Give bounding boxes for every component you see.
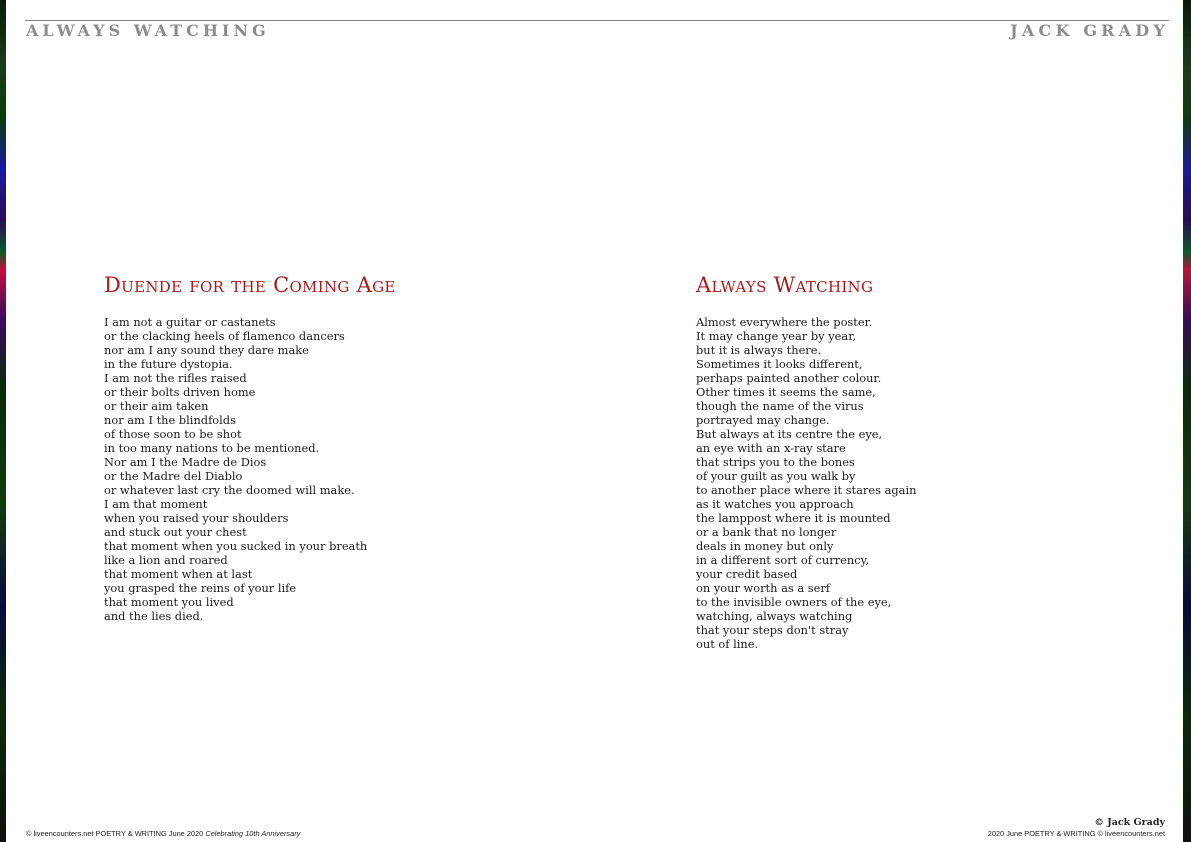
poem-line: It may change year by year, <box>696 329 857 343</box>
poem-line: or their bolts driven home <box>104 385 256 399</box>
footer-author-credit: © Jack Grady <box>1094 817 1165 828</box>
poem-line: Almost everywhere the poster. <box>696 315 873 329</box>
poem-line: or the clacking heels of flamenco dancers <box>104 329 345 343</box>
poem-body-duende <box>104 315 367 623</box>
poem-line: But always at its centre the eye, <box>696 427 883 441</box>
poem-line: portrayed may change. <box>696 413 830 427</box>
poem-line: or the Madre del Diablo <box>104 469 243 483</box>
poem-line: Other times it seems the same, <box>696 385 876 399</box>
poem-line: that moment when at last <box>104 567 253 581</box>
poem-line: and the lies died. <box>104 609 204 623</box>
poem-line: Nor am I the Madre de Dios <box>104 455 267 469</box>
poem-line: the lamppost where it is mounted <box>696 511 891 525</box>
poem-line: that strips you to the bones <box>696 455 855 469</box>
poem-line: of your guilt as you walk by <box>696 469 856 483</box>
poem-line: or whatever last cry the doomed will make. <box>104 483 355 497</box>
poem-line: you grasped the reins of your life <box>104 581 297 595</box>
poem-line: perhaps painted another colour. <box>696 371 882 385</box>
poem-line: in too many nations to be mentioned. <box>104 441 320 455</box>
left-edge-decoration <box>0 0 6 842</box>
poem-line: as it watches you approach <box>696 497 854 511</box>
footer-left <box>26 829 300 838</box>
running-title-left: ALWAYS WATCHING <box>26 21 270 40</box>
poem-line: I am not the rifles raised <box>104 371 247 385</box>
poem-line: in the future dystopia. <box>104 357 233 371</box>
poem-line: your credit based <box>696 567 798 581</box>
poem-line: watching, always watching <box>696 609 853 623</box>
poem-title-always-watching: Always Watching <box>696 273 874 297</box>
poem-line: or their aim taken <box>104 399 209 413</box>
poem-line: like a lion and roared <box>104 553 228 567</box>
poem-line: of those soon to be shot <box>104 427 242 441</box>
poem-line: to another place where it stares again <box>696 483 917 497</box>
poem-line: or a bank that no longer <box>696 525 837 539</box>
poem-line: on your worth as a serf <box>696 581 831 595</box>
poem-line: out of line. <box>696 637 759 651</box>
poem-line: when you raised your shoulders <box>104 511 289 525</box>
poem-line: that moment when you sucked in your breath <box>104 539 368 553</box>
poem-line: nor am I any sound they dare make <box>104 343 309 357</box>
poem-line: that your steps don't stray <box>696 623 849 637</box>
poem-line: nor am I the blindfolds <box>104 413 236 427</box>
poem-line: I am not a guitar or castanets <box>104 315 276 329</box>
footer-right: 2020 June POETRY & WRITING © liveencounters.net <box>987 829 1165 838</box>
poem-title-duende: Duende for the Coming Age <box>104 273 396 297</box>
poem-line: in a different sort of currency, <box>696 553 870 567</box>
poem-body-always-watching <box>696 315 916 651</box>
poem-line: deals in money but only <box>696 539 834 553</box>
poem-line: though the name of the virus <box>696 399 864 413</box>
poem-line: Sometimes it looks different, <box>696 357 863 371</box>
running-title-right: JACK GRADY <box>1010 21 1169 40</box>
poem-line: to the invisible owners of the eye, <box>696 595 892 609</box>
poem-line: I am that moment <box>104 497 208 511</box>
poem-line: that moment you lived <box>104 595 234 609</box>
poem-line: but it is always there. <box>696 343 822 357</box>
poem-line: an eye with an x-ray stare <box>696 441 846 455</box>
footer-left-anniversary: Celebrating 10th Anniversary <box>205 829 301 838</box>
footer-left-text: © liveencounters.net POETRY & WRITING June 2020 <box>26 829 206 838</box>
right-edge-decoration <box>1183 0 1191 842</box>
poem-line: and stuck out your chest <box>104 525 247 539</box>
